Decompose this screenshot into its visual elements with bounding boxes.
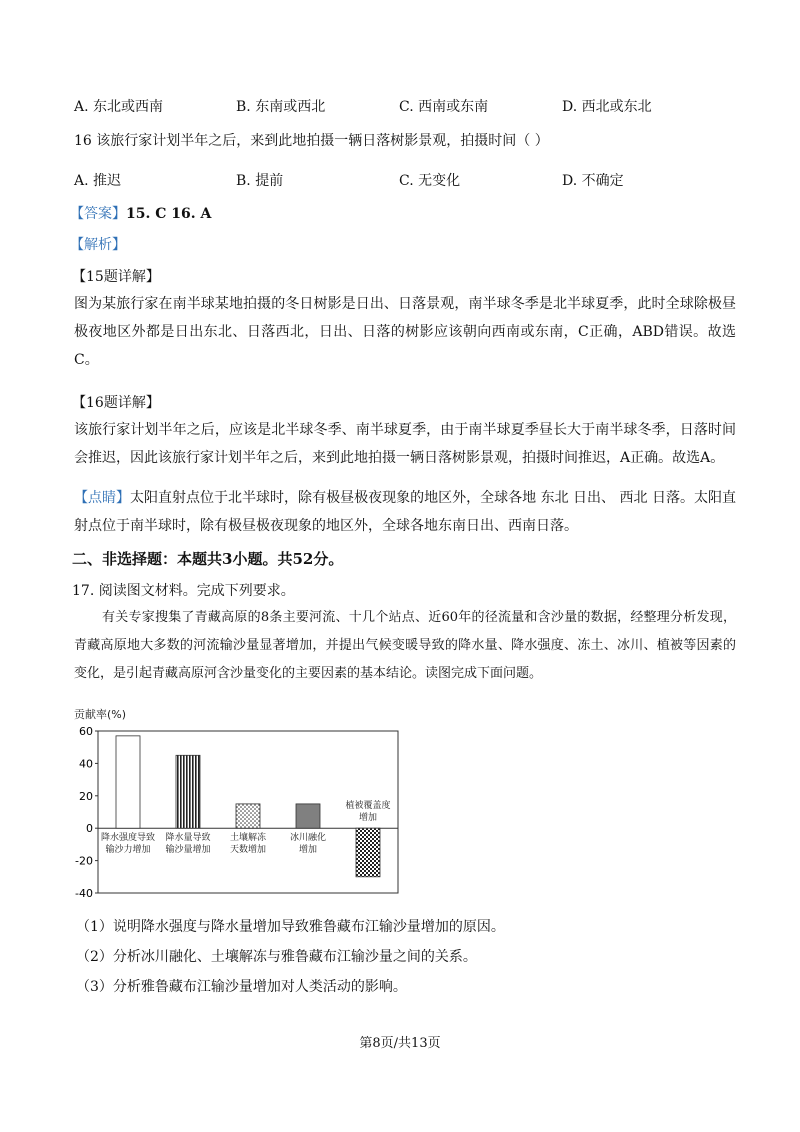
q16-detail-body: 该旅行家计划半年之后，应该是北半球冬季、南半球夏季，由于南半球夏季昼长大于南半球冬季，日落时间会推迟，因此该旅行家计划半年之后，来到此地拍摄一辆日落树影景观，拍摄时间推迟，A正确。故选A。 xyxy=(74,422,736,466)
q17-sub-1: （1）说明降水强度与降水量增加导致雅鲁藏布江输沙量增加的原因。 xyxy=(76,919,505,935)
bar xyxy=(116,736,140,828)
y-tick-label: 40 xyxy=(79,757,93,771)
category-label: 降水强度导致 xyxy=(100,833,156,844)
y-tick-label: -20 xyxy=(75,854,93,868)
q16-detail-title: 【16题详解】 xyxy=(72,395,160,411)
tip-body: 太阳直射点位于北半球时，除有极昼极夜现象的地区外，全球各地 东北 日出、 西北 日落。太阳直射点位于南半球时，除有极昼极夜现象的地区外，全球各地东南日出、西南日落。 xyxy=(74,490,736,534)
y-tick-label: 20 xyxy=(79,789,93,803)
q15-detail-title: 【15题详解】 xyxy=(72,269,160,285)
q15-option-c: C. 西南或东南 xyxy=(399,99,489,115)
contribution-bar-chart xyxy=(72,706,412,902)
analysis-label: 【解析】 xyxy=(70,237,126,253)
category-label: 输沙量增加 xyxy=(165,845,211,856)
answer-label: 【答案】 xyxy=(70,206,126,222)
y-tick-label: -40 xyxy=(75,887,93,900)
q16-option-c: C. 无变化 xyxy=(399,173,461,189)
category-label: 增加 xyxy=(298,845,318,856)
q15-option-d: D. 西北或东北 xyxy=(562,99,652,115)
q16-option-d: D. 不确定 xyxy=(562,173,624,189)
bars xyxy=(116,736,380,877)
q17-sub-3: （3）分析雅鲁藏布江输沙量增加对人类活动的影响。 xyxy=(76,979,407,995)
y-axis-label: 贡献率(%) xyxy=(74,708,127,721)
page-footer: 第8页/共13页 xyxy=(359,1036,441,1051)
category-label: 土壤解冻 xyxy=(229,833,267,844)
y-tick-label: 60 xyxy=(79,725,93,738)
category-label: 输沙力增加 xyxy=(105,845,151,856)
q17-stem: 17. 阅读图文材料。完成下列要求。 xyxy=(72,583,295,599)
q16-stem: 16 该旅行家计划半年之后，来到此地拍摄一辆日落树影景观，拍摄时间（ ） xyxy=(74,133,549,149)
q17-material: 有关专家搜集了青藏高原的8条主要河流、十几个站点、近60年的径流量和含沙量的数据，经整理分析发现，青藏高原地大多数的河流输沙量显著增加，并提出气候变暖导致的降水量、降水强度、冻土、冰川、植被等因素的变化，是引起青藏高原河含沙量变化的主要因素的基本结论。读图完成下面问题。 xyxy=(74,610,736,681)
answer-line xyxy=(70,203,211,223)
q17-sub-2: （2）分析冰川融化、土壤解冻与雅鲁藏布江输沙量之间的关系。 xyxy=(76,949,477,965)
category-label: 冰川融化 xyxy=(289,833,327,844)
bar xyxy=(176,755,200,828)
bar xyxy=(296,804,320,828)
bar xyxy=(236,804,260,828)
q15-option-b: B. 东南或西北 xyxy=(236,99,326,115)
tip-paragraph xyxy=(74,484,736,540)
category-label: 增加 xyxy=(358,813,378,824)
q15-option-a: A. 东北或西南 xyxy=(74,99,164,115)
q16-option-b: B. 提前 xyxy=(236,173,284,189)
section2-title: 二、非选择题：本题共3小题。共52分。 xyxy=(72,550,344,568)
category-label: 天数增加 xyxy=(229,845,267,856)
bar xyxy=(356,828,380,877)
category-label: 植被覆盖度 xyxy=(345,801,391,812)
q16-option-a: A. 推迟 xyxy=(74,173,122,189)
tip-label: 【点睛】 xyxy=(74,490,131,506)
y-tick-label: 0 xyxy=(86,822,93,836)
q15-detail-body: 图为某旅行家在南半球某地拍摄的冬日树影是日出、日落景观，南半球冬季是北半球夏季，此时全球除极昼极夜地区外都是日出东北、日落西北，日出、日落的树影应该朝向西南或东南，C正确，ABD错误。故选C。 xyxy=(74,296,736,368)
answer-text: 15. C 16. A xyxy=(126,206,212,222)
category-label: 降水量导致 xyxy=(165,833,211,844)
